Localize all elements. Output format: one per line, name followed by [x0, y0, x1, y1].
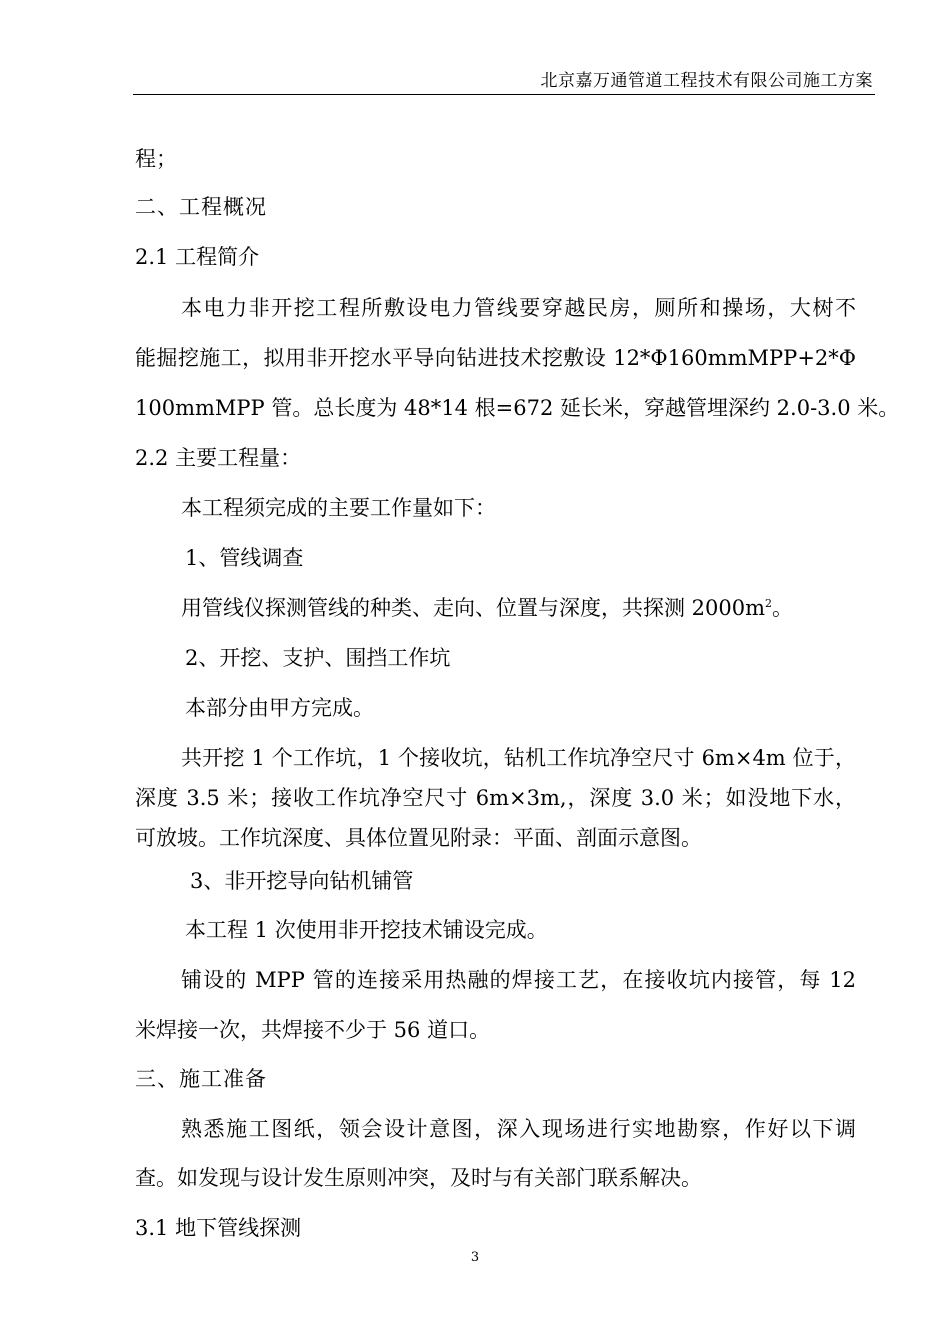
text-line-continuation: 程；	[135, 147, 177, 171]
header-divider	[133, 94, 875, 95]
list-heading-excavation: 2、开挖、支护、围挡工作坑	[185, 646, 451, 670]
paragraph-end-punctuation: 。	[772, 596, 794, 620]
list-heading-pipeline-survey: 1、管线调查	[185, 546, 304, 570]
paragraph-line: 查。如发现与设计发生原则冲突，及时与有关部门联系解决。	[135, 1166, 702, 1190]
paragraph-line: 本工程 1 次使用非开挖技术铺设完成。	[185, 918, 548, 942]
paragraph-line: 本工程须完成的主要工作量如下：	[181, 496, 496, 520]
paragraph-line: 共开挖 1 个工作坑，1 个接收坑，钻机工作坑净空尺寸 6m×4m 位于，	[181, 746, 856, 770]
paragraph-line: 深度 3.5 米；接收工作坑净空尺寸 6m×3m,，深度 3.0 米；如没地下水，	[135, 786, 856, 810]
paragraph-line: 本电力非开挖工程所敷设电力管线要穿越民房，厕所和操场，大树不	[181, 296, 856, 320]
section-heading-overview: 二、工程概况	[135, 195, 267, 219]
document-header-title: 北京嘉万通管道工程技术有限公司施工方案	[540, 71, 873, 91]
superscript-unit: 2	[765, 597, 773, 610]
subsection-heading-3-1: 3.1 地下管线探测	[135, 1216, 302, 1240]
paragraph-line: 能掘挖施工，拟用非开挖水平导向钻进技术挖敷设 12*Φ160mmMPP+2*Φ	[135, 346, 856, 370]
paragraph-line: 本部分由甲方完成。	[185, 696, 374, 720]
paragraph-line: 米焊接一次，共焊接不少于 56 道口。	[135, 1018, 491, 1042]
paragraph-text: 用管线仪探测管线的种类、走向、位置与深度，共探测 2000m	[181, 596, 766, 620]
paragraph-line: 熟悉施工图纸，领会设计意图，深入现场进行实地勘察，作好以下调	[181, 1117, 856, 1141]
paragraph-line: 可放坡。工作坑深度、具体位置见附录：平面、剖面示意图。	[135, 826, 702, 850]
paragraph-line: 铺设的 MPP 管的连接采用热融的焊接工艺，在接收坑内接管，每 12	[181, 968, 856, 992]
subsection-heading-2-1: 2.1 工程简介	[135, 245, 260, 269]
list-heading-drilling: 3、非开挖导向钻机铺管	[190, 869, 414, 893]
page-number: 3	[470, 1250, 480, 1265]
paragraph-line: 100mmMPP 管。总长度为 48*14 根=672 延长米，穿越管埋深约 2.0-3.0 米。	[135, 396, 900, 420]
subsection-heading-2-2: 2.2 主要工程量：	[135, 446, 302, 470]
paragraph-line	[181, 595, 793, 621]
section-heading-preparation: 三、施工准备	[135, 1067, 267, 1091]
